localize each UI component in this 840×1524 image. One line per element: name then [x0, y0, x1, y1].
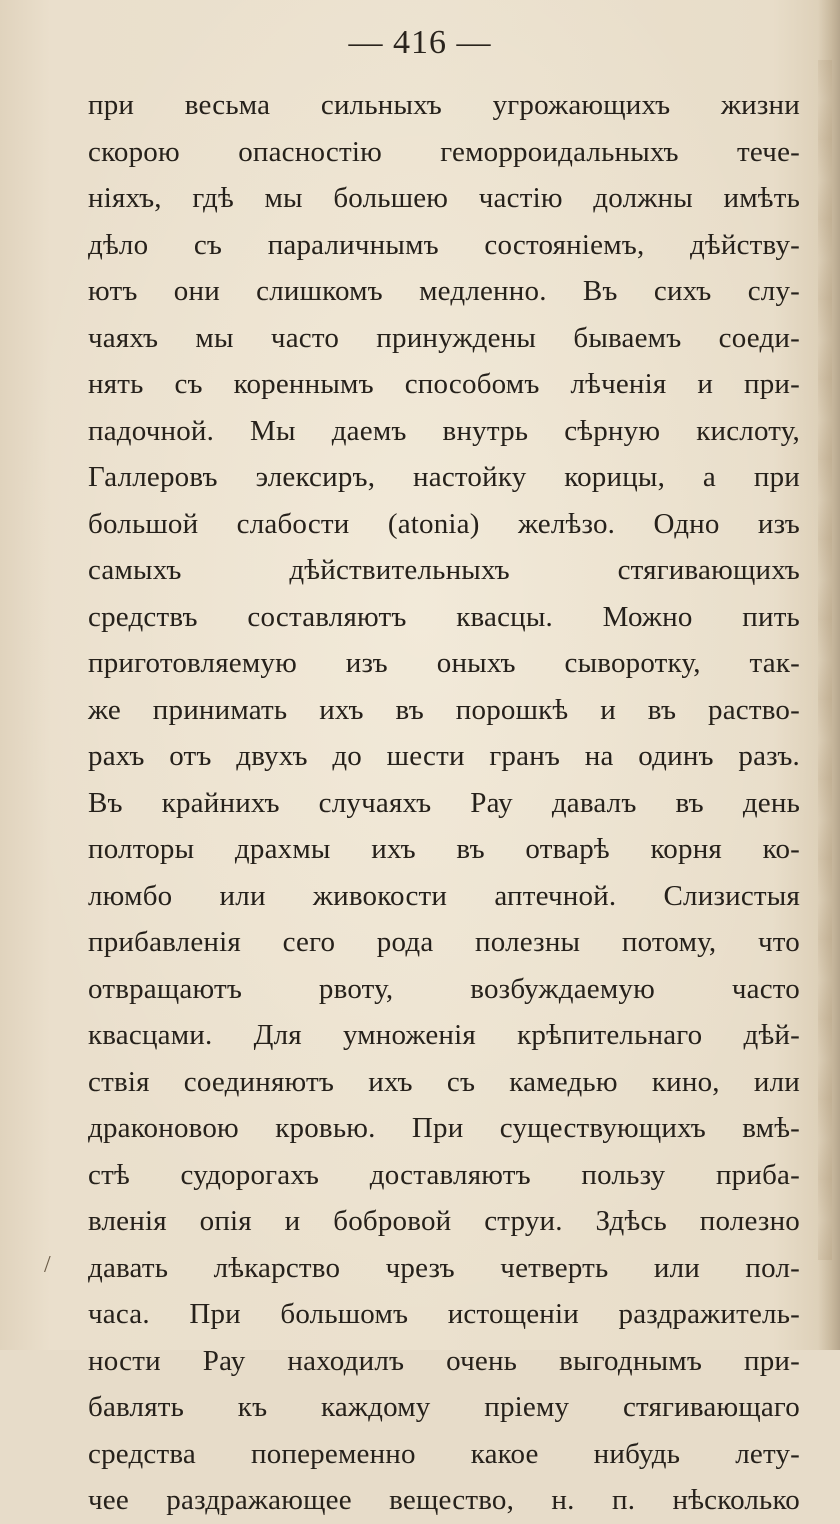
page-edge-shadow: [818, 0, 840, 1350]
text-line: чаяхъ мы часто принуждены бываемъ соеди-: [88, 321, 800, 354]
text-line: часа. При большомъ истощенiи раздражитель-: [88, 1298, 800, 1330]
text-line: нiяхъ, гдѣ мы большею частiю должны имѣть: [88, 182, 800, 214]
text-line: Галлеровъ элексиръ, настойку корицы, а при: [88, 461, 800, 493]
text-line: нять съ кореннымъ способомъ лѣченiя и при-: [88, 368, 800, 400]
text-line: прибавленiя сего рода полезны потому, что: [88, 926, 800, 958]
page-number: — 416 —: [348, 24, 492, 61]
text-line: скорою опасностiю геморроидальныхъ тече-: [88, 135, 800, 168]
text-line: давать лѣкарство чрезъ четверть или пол-: [88, 1251, 800, 1284]
text-line: падочной. Мы даемъ внутрь сѣрную кислоту,: [88, 414, 800, 447]
text-line: отвращаютъ рвоту, возбуждаемую часто: [88, 972, 800, 1005]
margin-mark: /: [44, 1252, 51, 1278]
text-line: дѣло съ параличнымъ состоянiемъ, дѣйству-: [88, 228, 800, 261]
text-line: самыхъ дѣйствительныхъ стягивающихъ: [88, 554, 800, 586]
text-line: ности Рау находилъ очень выгоднымъ при-: [88, 1344, 800, 1377]
text-line: приготовляемую изъ оныхъ сыворотку, так-: [88, 647, 800, 679]
text-line: полторы драхмы ихъ въ отварѣ корня ко-: [88, 833, 800, 865]
text-line: бавлять къ каждому прiему стягивающаго: [88, 1391, 800, 1423]
body-text: [88, 82, 800, 1524]
text-line: Въ крайнихъ случаяхъ Рау давалъ въ день: [88, 786, 800, 819]
text-line: вленiя опiя и бобровой струи. Здѣсь полезно: [88, 1205, 800, 1237]
text-line: средствъ составляютъ квасцы. Можно пить: [88, 600, 800, 633]
text-line: драконовою кровью. При существующихъ вмѣ-: [88, 1112, 800, 1144]
text-line: большой слабости (atonia) желѣзо. Одно изъ: [88, 507, 800, 540]
text-line: при весьма сильныхъ угрожающихъ жизни: [88, 89, 800, 121]
text-line: чее раздражающее вещество, н. п. нѣсколько: [88, 1484, 800, 1516]
text-line: люмбо или живокости аптечной. Слизистыя: [88, 879, 800, 912]
text-line: рахъ отъ двухъ до шести гранъ на одинъ разъ.: [88, 740, 800, 772]
text-line: квасцами. Для умноженiя крѣпительнаго дѣй-: [88, 1019, 800, 1051]
text-line: ствiя соединяютъ ихъ съ камедью кино, или: [88, 1065, 800, 1098]
text-line: средства попеременно какое нибудь лету-: [88, 1437, 800, 1470]
text-line: же принимать ихъ въ порошкѣ и въ раство-: [88, 693, 800, 726]
text-line: стѣ судорогахъ доставляютъ пользу приба-: [88, 1158, 800, 1191]
text-line: ютъ они слишкомъ медленно. Въ сихъ слу-: [88, 275, 800, 307]
